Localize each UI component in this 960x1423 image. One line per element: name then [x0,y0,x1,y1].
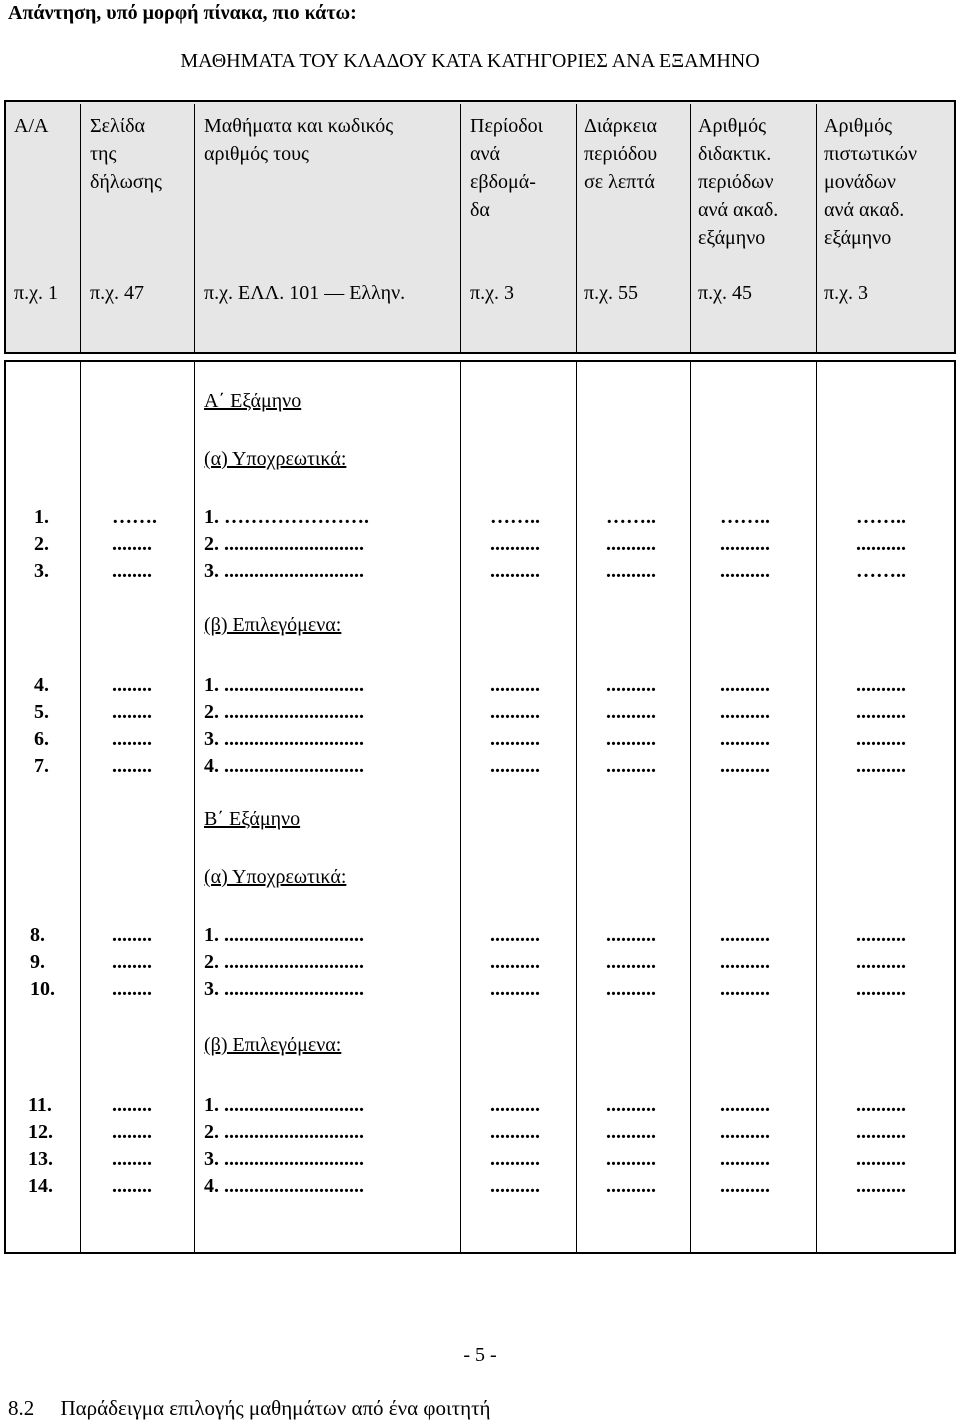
page-title: ΜΑΘΗΜΑΤΑ ΤΟΥ ΚΛΑΔΟΥ ΚΑΤΑ ΚΑΤΗΓΟΡΙΕΣ ΑΝΑ ΕΞΑΜΗΝΟ [180,50,760,72]
semester-b-title: Β΄ Εξάμηνο [204,808,301,830]
header-courses: Μαθήματα και κωδικός αριθμός τους [204,115,394,165]
header-periods-per-week: Περίοδοι ανά εβδομά- δα [470,115,544,221]
intro-text: Απάντηση, υπό μορφή πίνακα, πιο κάτω: [8,2,357,24]
header-credits: Αριθμός πιστωτικών μονάδων ανά ακαδ. εξάμηνο [824,115,917,249]
page-number: - 5 - [463,1344,497,1366]
duration-cells: …….. .......... .......... [606,506,656,582]
example-teaching: π.χ. 45 [698,282,752,304]
credits-cells: .......... .......... .......... [856,924,906,1000]
column-divider [194,104,195,354]
duration-cells: .......... .......... .......... .......... [606,674,656,777]
duration-cells: .......... .......... .......... .......... [606,1094,656,1197]
example-periods: π.χ. 3 [470,282,514,304]
teaching-cells: …….. .......... .......... [720,506,770,582]
column-divider [460,104,461,354]
page-cells: ........ ........ ........ ........ [112,1094,152,1197]
credits-cells: .......... .......... .......... .......... [856,1094,906,1197]
column-divider [816,104,817,354]
duration-cells: .......... .......... .......... [606,924,656,1000]
page-cells: ........ ........ ........ [112,924,152,1000]
course-cells: 1. …………………. 2. ............................ 3. ............................ [204,506,369,582]
example-duration: π.χ. 55 [584,282,638,304]
header-teaching-periods: Αριθμός διδακτικ. περιόδων ανά ακαδ. εξάμηνο [698,115,779,249]
column-divider [80,362,81,1252]
semester-a-title: Α΄ Εξάμηνο [204,390,302,412]
periods-cells: …….. .......... .......... [490,506,540,582]
example-credits: π.χ. 3 [824,282,868,304]
course-cells: 1. ............................ 2. ............................ 3. ............................ 4. ............................ [204,1094,364,1197]
header-page: Σελίδα της δήλωσης [90,115,162,193]
row-numbers: 11. 12. 13. 14. [28,1094,53,1197]
semester-b-compulsory-label: (α) Υποχρεωτικά: [204,866,347,888]
example-page: π.χ. 47 [90,282,144,304]
periods-cells: .......... .......... .......... .......... [490,1094,540,1197]
example-course: π.χ. ΕΛΛ. 101 — Ελλην. [204,282,406,304]
column-divider [460,362,461,1252]
semester-a-optional-label: (β) Επιλεγόμενα: [204,614,342,636]
teaching-cells: .......... .......... .......... [720,924,770,1000]
periods-cells: .......... .......... .......... .......... [490,674,540,777]
row-numbers: 1. 2. 3. [34,506,49,582]
page-cells: ........ ........ ........ ........ [112,674,152,777]
header-aa: Α/Α [14,115,49,137]
semester-a-compulsory-label: (α) Υποχρεωτικά: [204,448,347,470]
credits-cells: .......... .......... .......... .......... [856,674,906,777]
column-divider [690,104,691,354]
semester-b-optional-label: (β) Επιλεγόμενα: [204,1034,342,1056]
periods-cells: .......... .......... .......... [490,924,540,1000]
header-period-duration: Διάρκεια περιόδου σε λεπτά [584,115,658,193]
column-divider [576,362,577,1252]
page-cells: ……. ........ ........ [112,506,157,582]
row-numbers: 8. 9. 10. [30,924,55,1000]
teaching-cells: .......... .......... .......... .......... [720,1094,770,1197]
column-divider [576,104,577,354]
teaching-cells: .......... .......... .......... .......... [720,674,770,777]
row-numbers: 4. 5. 6. 7. [34,674,49,777]
credits-cells: …….. .......... …….. [856,506,906,582]
next-section-heading: 8.2 Παράδειγμα επιλογής μαθημάτων από ένα φοιτητή [8,1396,491,1420]
column-divider [816,362,817,1252]
example-aa: π.χ. 1 [14,282,58,304]
column-divider [194,362,195,1252]
course-cells: 1. ............................ 2. ............................ 3. ............................ 4. ............................ [204,674,364,777]
course-cells: 1. ............................ 2. ............................ 3. ............................ [204,924,364,1000]
column-divider [690,362,691,1252]
column-divider [80,104,81,354]
